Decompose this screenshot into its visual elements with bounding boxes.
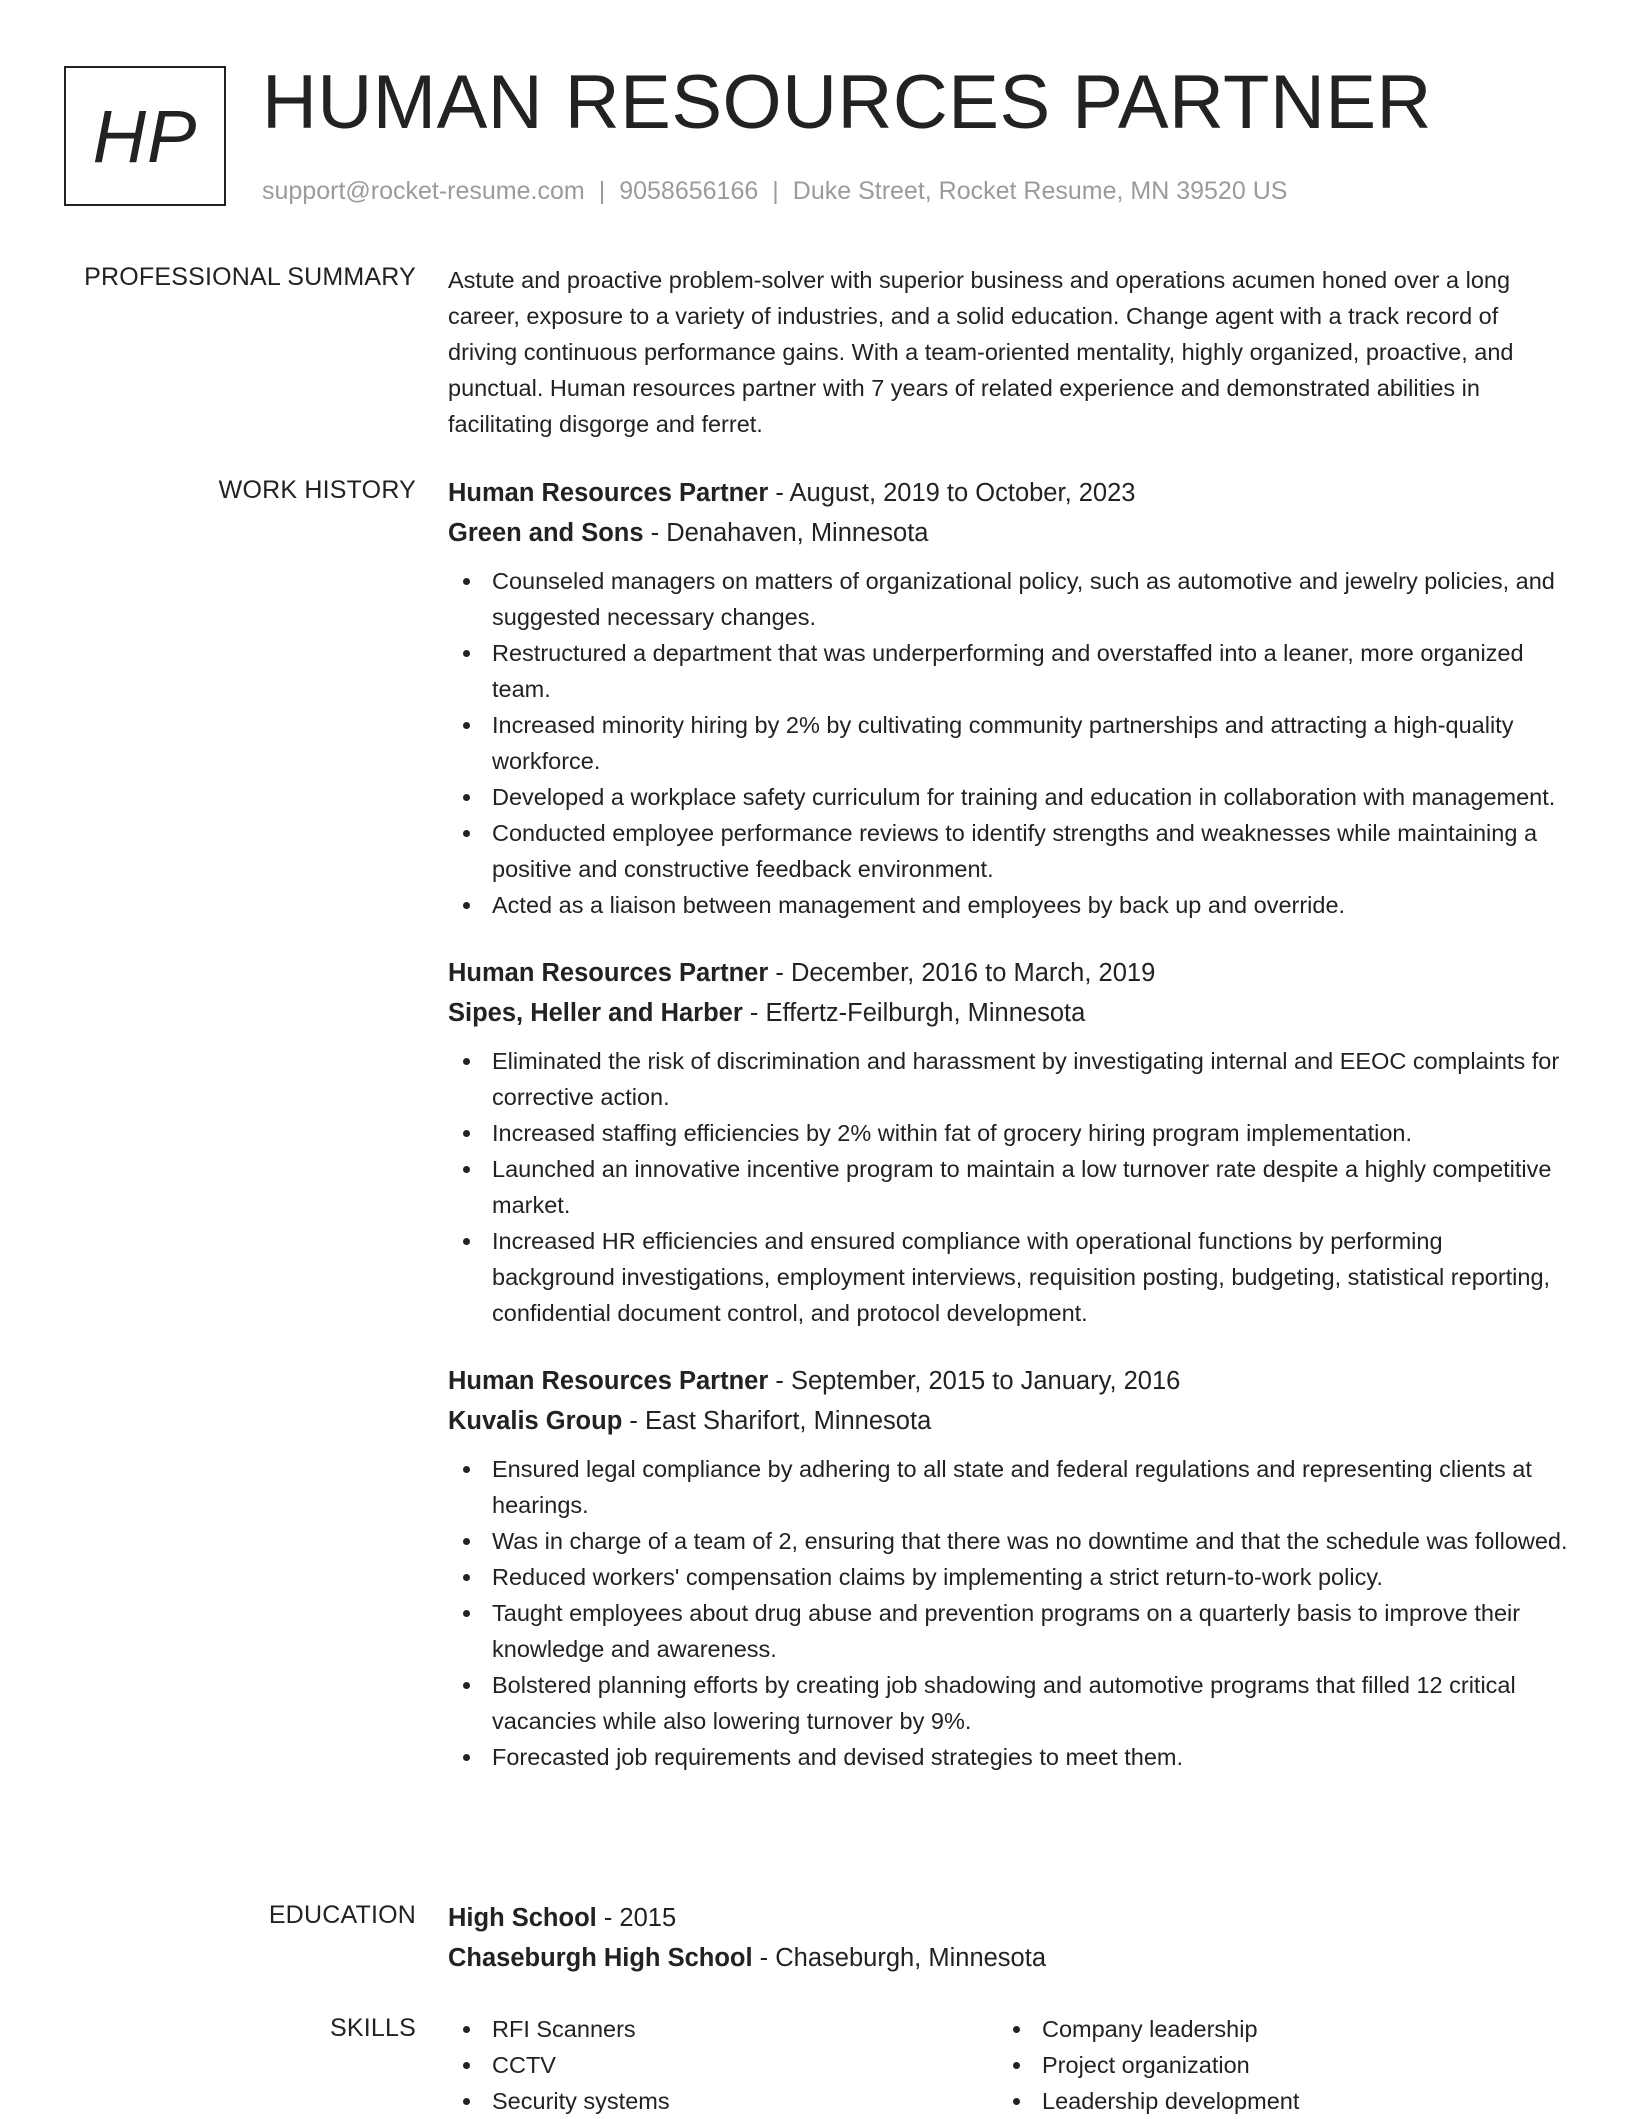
- contact-email: support@rocket-resume.com: [262, 177, 585, 205]
- job-company: Kuvalis Group: [448, 1407, 623, 1435]
- education-degree: High School: [448, 1904, 597, 1932]
- contact-phone: 9058656166: [619, 177, 759, 205]
- job-company-line: [448, 513, 1568, 553]
- job-title: Human Resources Partner: [448, 479, 769, 507]
- job-bullets: [448, 1043, 1568, 1331]
- job-title: Human Resources Partner: [448, 959, 769, 987]
- skill-item: RFI Scanners: [448, 2011, 998, 2047]
- skill-item: Project organization: [998, 2047, 1548, 2083]
- job-bullet: Increased staffing efficiencies by 2% within fat of grocery hiring program implementation.: [448, 1115, 1568, 1151]
- job-location: - Effertz-Feilburgh, Minnesota: [742, 999, 1086, 1027]
- skill-item: CCTV: [448, 2047, 998, 2083]
- contact-separator: |: [598, 177, 606, 205]
- job-bullet: Acted as a liaison between management and employees by back up and override.: [448, 887, 1568, 923]
- job-bullets: [448, 1451, 1568, 1775]
- job-bullet: Was in charge of a team of 2, ensuring that there was no downtime and that the schedule was followed.: [448, 1523, 1568, 1559]
- job-bullet: Reduced workers' compensation claims by implementing a strict return-to-work policy.: [448, 1559, 1568, 1595]
- contact-address: Duke Street, Rocket Resume, MN 39520 US: [792, 177, 1288, 205]
- skills-list-left: [448, 2011, 998, 2119]
- summary-label: PROFESSIONAL SUMMARY: [84, 263, 416, 291]
- job-bullet: Increased minority hiring by 2% by cultivating community partnerships and attracting a high-quality workforce.: [448, 707, 1568, 779]
- job-dates: - August, 2019 to October, 2023: [768, 479, 1136, 507]
- education-label: EDUCATION: [268, 1901, 416, 1929]
- education-school: Chaseburgh High School: [448, 1944, 753, 1972]
- job-location: - Denahaven, Minnesota: [643, 519, 929, 547]
- job-bullet: Increased HR efficiencies and ensured compliance with operational functions by performing background investigations, employment interviews, requisition posting, budgeting, statistical reporting, confidential document control, and protocol development.: [448, 1223, 1568, 1331]
- education-school-line: [448, 1938, 1568, 1978]
- work-history-list: [448, 473, 1568, 1805]
- skill-item: Leadership development: [998, 2083, 1548, 2119]
- job-company: Green and Sons: [448, 519, 644, 547]
- education-degree-line: [448, 1898, 1568, 1938]
- education-location: - Chaseburgh, Minnesota: [752, 1944, 1047, 1972]
- work-history-label: WORK HISTORY: [218, 476, 416, 504]
- job-company: Sipes, Heller and Harber: [448, 999, 743, 1027]
- job-title-line: [448, 1361, 1568, 1401]
- job-bullet: Conducted employee performance reviews to identify strengths and weaknesses while maintaining a positive and constructive feedback environment.: [448, 815, 1568, 887]
- job-bullet: Eliminated the risk of discrimination and harassment by investigating internal and EEOC complaints for corrective action.: [448, 1043, 1568, 1115]
- job-title-line: [448, 473, 1568, 513]
- job-bullets: [448, 563, 1568, 923]
- education-year: - 2015: [596, 1904, 677, 1932]
- job-bullet: Launched an innovative incentive program to maintain a low turnover rate despite a highly competitive market.: [448, 1151, 1568, 1223]
- job-bullet: Bolstered planning efforts by creating job shadowing and automotive programs that filled 12 critical vacancies while also lowering turnover by 9%.: [448, 1667, 1568, 1739]
- contact-separator: |: [772, 177, 779, 205]
- job-location: - East Sharifort, Minnesota: [622, 1407, 932, 1435]
- job-bullet: Counseled managers on matters of organizational policy, such as automotive and jewelry policies, and suggested necessary changes.: [448, 563, 1568, 635]
- job-entry: [448, 953, 1568, 1331]
- skills-list-right: [998, 2011, 1548, 2119]
- summary-text: Astute and proactive problem-solver with superior business and operations acumen honed over a long career, exposure to a variety of industries, and a solid education. Change agent with a track record of driving continuous performance gains. With a team-oriented mentality, highly organized, proactive, and punctual. Human resources partner with 7 years of related experience and demonstrated abilities in facilitating disgorge and ferret.: [448, 267, 1514, 437]
- job-bullet: Restructured a department that was underperforming and overstaffed into a leaner, more organized team.: [448, 635, 1568, 707]
- monogram-logo: HP: [64, 66, 226, 206]
- job-bullet: Ensured legal compliance by adhering to all state and federal regulations and representing clients at hearings.: [448, 1451, 1568, 1523]
- job-title-line: [448, 953, 1568, 993]
- skill-item: Security systems: [448, 2083, 998, 2119]
- resume-name-heading: HUMAN RESOURCES PARTNER: [262, 60, 1432, 145]
- job-title: Human Resources Partner: [448, 1367, 769, 1395]
- job-dates: - December, 2016 to March, 2019: [768, 959, 1156, 987]
- skill-item: Company leadership: [998, 2011, 1548, 2047]
- contact-line: [262, 174, 1287, 208]
- job-dates: - September, 2015 to January, 2016: [768, 1367, 1181, 1395]
- job-entry: [448, 473, 1568, 923]
- job-entry: [448, 1361, 1568, 1775]
- job-company-line: [448, 993, 1568, 1033]
- job-bullet: Forecasted job requirements and devised strategies to meet them.: [448, 1739, 1568, 1775]
- job-company-line: [448, 1401, 1568, 1441]
- job-bullet: Developed a workplace safety curriculum for training and education in collaboration with management.: [448, 779, 1568, 815]
- job-bullet: Taught employees about drug abuse and prevention programs on a quarterly basis to improve their knowledge and awareness.: [448, 1595, 1568, 1667]
- skills-label: SKILLS: [330, 2014, 416, 2042]
